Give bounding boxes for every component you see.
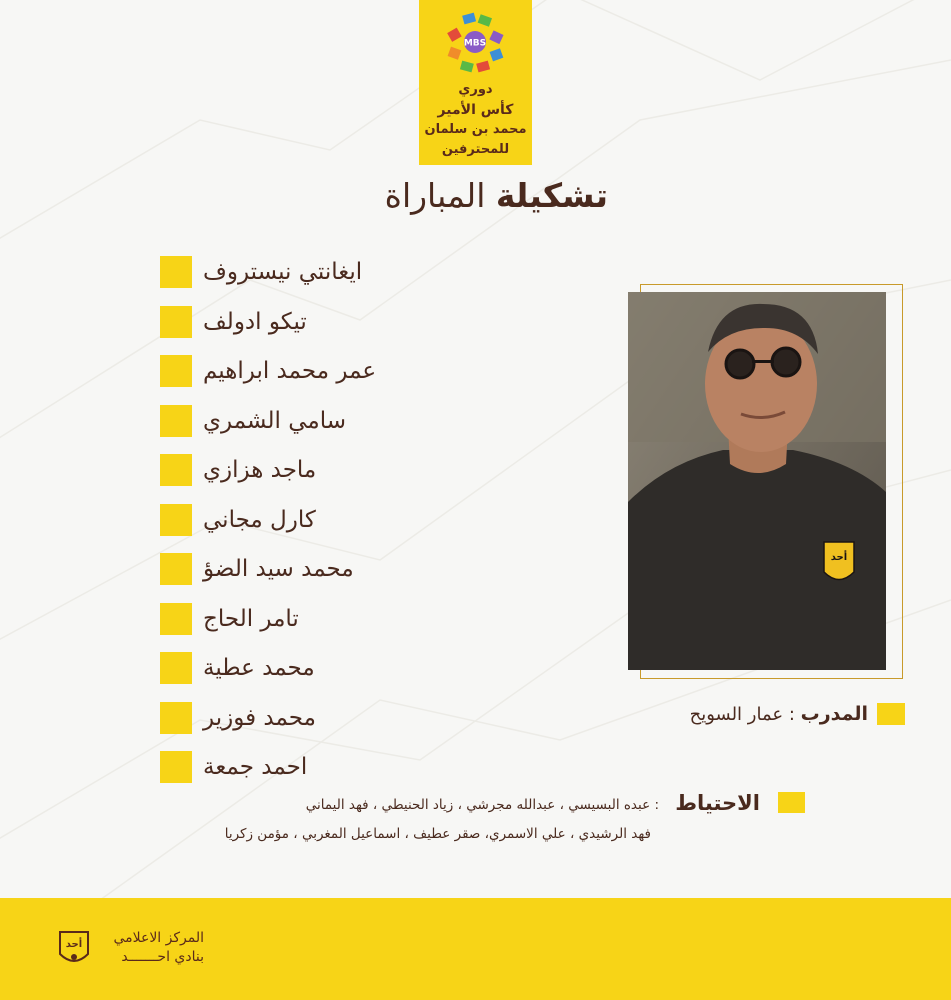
bullet-square-icon — [160, 355, 192, 387]
player-name: محمد عطية — [203, 655, 315, 681]
coach-photo — [628, 292, 886, 670]
coach-text — [690, 700, 868, 729]
bullet-square-icon — [160, 405, 192, 437]
coach-name: عمار السويح — [689, 704, 784, 725]
league-badge-text: MBS — [463, 38, 487, 49]
league-name-line: دوري — [458, 82, 493, 97]
list-item — [157, 399, 417, 449]
league-ball-icon — [443, 10, 507, 78]
bullet-square-icon — [877, 703, 905, 725]
club-logo-text: أحد — [65, 939, 83, 950]
lineup-list — [157, 250, 417, 795]
player-name: ايغانتي نيستروف — [203, 259, 363, 285]
footer-line: المركز الاعلامي — [113, 930, 204, 946]
coach-separator: : — [783, 704, 801, 725]
league-name-line: للمحترفين — [441, 142, 510, 157]
player-name: احمد جمعة — [203, 754, 308, 780]
coach-shirt-badge-text: أحد — [830, 552, 848, 563]
footer-bar — [0, 898, 951, 1000]
reserves-line: فهد الرشيدي ، علي الاسمري، صقر عطيف ، اسماعيل المغربي ، مؤمن زكريا — [224, 826, 651, 842]
bullet-square-icon — [160, 603, 192, 635]
list-item — [157, 250, 417, 300]
page-title — [385, 176, 608, 215]
league-name — [423, 80, 528, 160]
bullet-square-icon — [160, 306, 192, 338]
bullet-square-icon — [160, 504, 192, 536]
player-name: ماجد هزازي — [203, 457, 317, 483]
list-item — [157, 547, 417, 597]
player-name: محمد سيد الضؤ — [203, 556, 354, 582]
list-item — [157, 349, 417, 399]
list-item — [157, 646, 417, 696]
bullet-square-icon — [160, 256, 192, 288]
coach-label: المدرب — [800, 703, 868, 725]
bullet-square-icon — [778, 792, 805, 813]
list-item — [157, 745, 417, 795]
title-bold: تشكيلة — [495, 176, 608, 215]
coach-info — [600, 700, 910, 730]
player-name: تامر الحاج — [203, 605, 299, 632]
list-item — [157, 696, 417, 746]
league-logo — [419, 0, 532, 165]
league-name-line: كأس الأمير — [437, 102, 514, 118]
bullet-square-icon — [160, 553, 192, 585]
footer-line: بنادي احـــــــد — [121, 949, 204, 965]
bullet-square-icon — [160, 652, 192, 684]
bullet-square-icon — [160, 454, 192, 486]
title-normal: المباراة — [384, 176, 486, 215]
list-item — [157, 300, 417, 350]
reserves-line: : عبده البسيسي ، عبدالله مجرشي ، زياد الحنيطي ، فهد اليماني — [305, 797, 659, 813]
list-item — [157, 597, 417, 647]
player-name: تيكو ادولف — [203, 308, 307, 335]
league-name-line: محمد بن سلمان — [424, 122, 527, 137]
player-name: سامي الشمري — [203, 407, 346, 434]
player-name: محمد فوزير — [203, 704, 316, 731]
bullet-square-icon — [160, 702, 192, 734]
footer-text — [86, 929, 204, 967]
list-item — [157, 498, 417, 548]
list-item — [157, 448, 417, 498]
reserves-label: الاحتياط — [675, 791, 760, 815]
player-name: عمر محمد ابراهيم — [203, 358, 377, 384]
bullet-square-icon — [160, 751, 192, 783]
player-name: كارل مجاني — [203, 506, 316, 533]
